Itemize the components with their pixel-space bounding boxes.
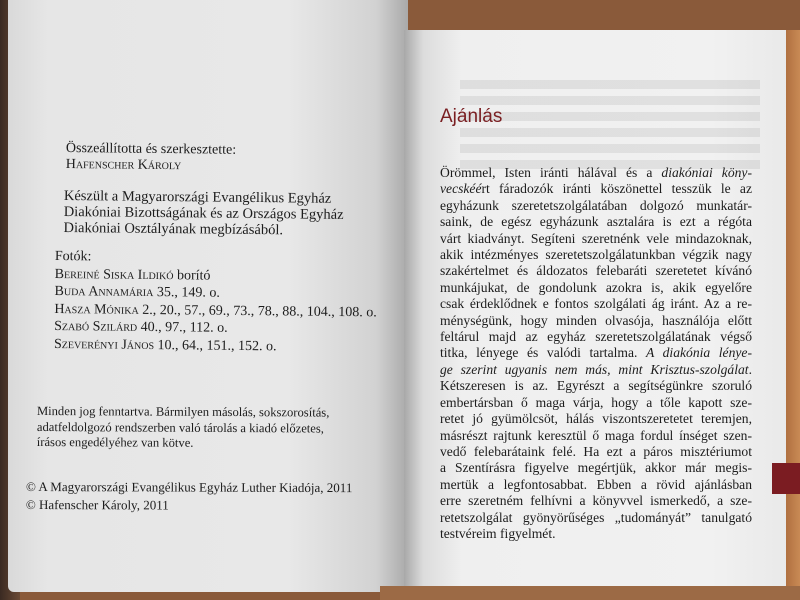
photo-credit <box>54 336 377 357</box>
commission-line: Diakóniai Bizottságának és az Országos Egyház <box>63 203 344 223</box>
show-through-text <box>460 80 760 170</box>
text-line <box>440 345 752 361</box>
text-line <box>440 231 752 247</box>
text-segment: mertük a legfontosabbat. Ebben a rövid ajánlásban <box>440 476 752 492</box>
photo-pages: 40., 97., 112. o. <box>140 320 228 337</box>
photo-pages: 2., 20., 57., 69., 73., 78., 88., 104., 108. o. <box>142 302 377 321</box>
text-line <box>440 296 752 312</box>
text-segment: . <box>748 361 752 377</box>
text-line <box>440 395 752 411</box>
photo-pages: borító <box>176 267 211 284</box>
text-segment: retet jó gyümölcsöt, hálás viszontszeretetet teremjen, <box>440 411 752 427</box>
text-line <box>440 329 752 345</box>
compiled-label: Összeállította és szerkesztette: <box>65 141 237 158</box>
chapter-thumb-tab <box>772 463 800 494</box>
book-cover-bottom-edge <box>380 586 800 600</box>
photo-credits <box>54 248 377 357</box>
copyright-line: © A Magyarországi Evangélikus Egyház Luther Kiadója, 2011 <box>25 479 353 496</box>
text-line <box>440 263 752 279</box>
text-segment: retetszolgálat gyönyörűséges „tudományát” tanulgató <box>440 509 752 525</box>
photo-pages: 35., 149. o. <box>156 285 220 301</box>
text-segment: Kétszeresen is az. Egyrészt a segítségünkre szoruló <box>440 378 752 394</box>
commission-line: Diakóniai Osztályának megbízásából. <box>63 219 284 239</box>
italic-text: diakóniai köny- <box>661 165 752 180</box>
text-line <box>440 214 752 230</box>
text-segment: rt fáradozók iránti köszönettel tesszük le az <box>481 181 752 197</box>
text-segment: egyházunk szeretetszolgálatában dolgozó munkatár- <box>440 197 752 213</box>
text-line <box>440 477 752 493</box>
text-segment: szakértelmet és áldozatos felebaráti szeretetet kívánó <box>440 263 752 279</box>
text-line <box>440 313 752 329</box>
text-segment: saink, de egész egyházunk asztalára is ezt a régóta <box>440 214 752 230</box>
text-segment: Örömmel, Isten iránti hálával és a <box>440 165 662 180</box>
text-line <box>440 362 752 378</box>
photographer-name: Szabó Szilárd <box>54 319 138 336</box>
book-cover-right-edge <box>786 30 800 600</box>
text-line <box>440 247 752 263</box>
text-segment: testvéreim figyelmét. <box>440 525 556 541</box>
commission-line: Készült a Magyarországi Evangélikus Egyház <box>63 188 332 207</box>
text-line <box>440 165 752 181</box>
italic-text: vecskéé <box>440 181 482 197</box>
editor-credit <box>66 141 237 175</box>
text-segment: embertársban ő maga várja, hogy a tőle kapott sze- <box>440 394 752 410</box>
compiled-name: Hafenscher Károly <box>65 156 182 174</box>
text-line <box>440 198 752 214</box>
text-line <box>440 428 752 444</box>
copyright-notice <box>26 478 352 514</box>
rights-line: adatfeldolgozó rendszerben való tárolás a kiadó előzetes, <box>36 419 325 436</box>
text-line <box>440 493 752 509</box>
text-segment: várt kiadványt. Segíteni szeretnénk vele mindazoknak, <box>440 230 752 246</box>
rights-line: Minden jog fenntartva. Bármilyen másolás, sokszorosítás, <box>36 404 330 420</box>
text-segment: másrészt rajtunk keresztül ő maga fordul ínséget szen- <box>440 427 752 443</box>
italic-text: ge szerint ugyanis nem más, mint Krisztus-szolgálat <box>440 361 749 377</box>
section-title: Ajánlás <box>440 106 503 127</box>
photos-label: Fotók: <box>54 248 92 265</box>
photo-pages: 10., 64., 151., 152. o. <box>157 338 277 355</box>
rights-notice <box>37 404 330 452</box>
text-segment: a Szentírásra figyelve megértjük, akkor már megis- <box>440 460 752 476</box>
text-line <box>440 460 752 476</box>
photographer-name: Szeverényi János <box>53 336 155 354</box>
commission-note <box>63 188 343 239</box>
text-line <box>440 411 752 427</box>
photographer-name: Bereiné Siska Ildikó <box>54 266 174 283</box>
text-segment: feltárul majd az egyház szeretetszolgálatának végső <box>440 329 752 345</box>
text-segment: ménységünk, hogy minden olvasója, használója előtt <box>440 312 752 328</box>
text-line <box>440 444 752 460</box>
text-line <box>440 181 752 197</box>
photographer-name: Buda Annamária <box>54 284 154 301</box>
text-segment: vedő felebarátaink felé. Ha ezt a páros misztériumot <box>440 443 752 459</box>
copyright-line: © Hafenscher Károly, 2011 <box>25 496 169 512</box>
text-line <box>440 378 752 394</box>
recommendation-text <box>440 165 752 542</box>
text-segment: csak érdeklődnek e fontos szolgálati ág iránt. Az a re- <box>440 296 752 312</box>
text-segment: munkájukat, de gondolunk azokra is, akik egyelőre <box>440 279 752 295</box>
text-line <box>440 526 752 542</box>
text-line <box>440 510 752 526</box>
photographer-name: Hasza Mónika <box>54 301 139 318</box>
text-line <box>440 280 752 296</box>
rights-line: írásos engedélyéhez van kötve. <box>36 434 194 450</box>
text-segment: erre szeretném felhívni a könyvvel ismerkedő, a sze- <box>440 493 752 509</box>
text-segment: akik intézményes szeretetszolgálatunkban végzik nagy <box>440 247 752 263</box>
text-segment: titka, lényege és valódi tartalma. <box>440 345 646 361</box>
italic-text: A diakónia lénye- <box>645 345 752 361</box>
